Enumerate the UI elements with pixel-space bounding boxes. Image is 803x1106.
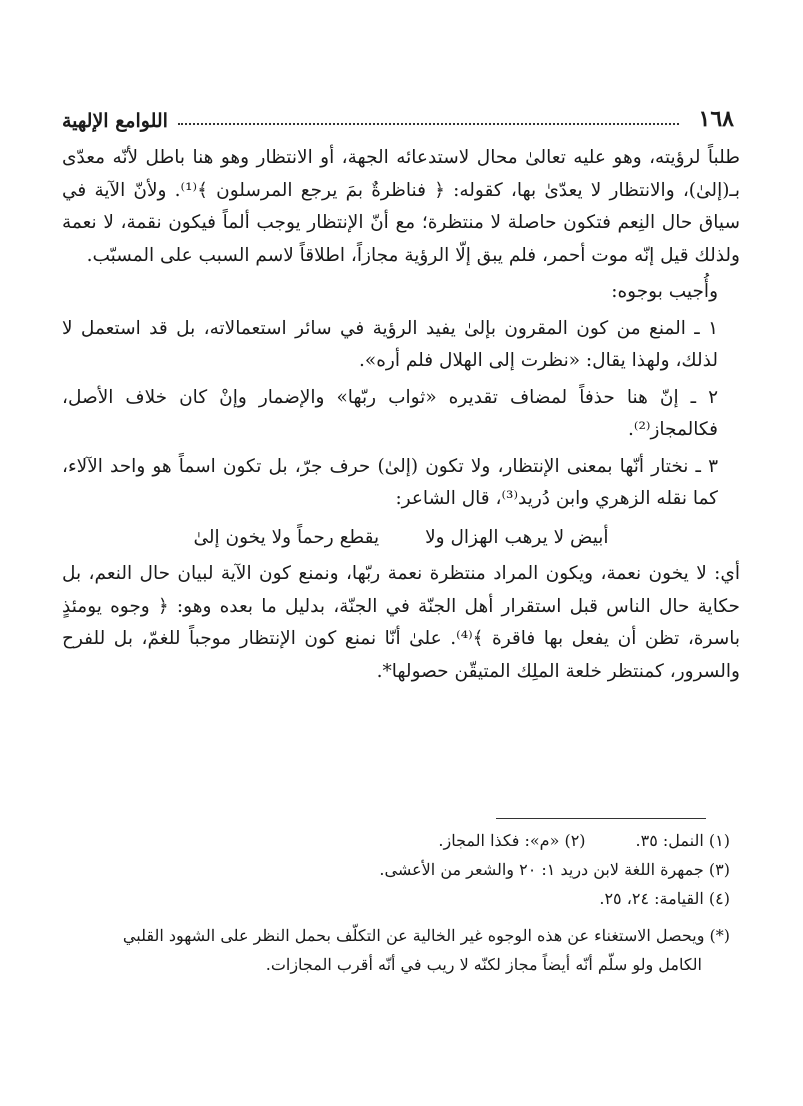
verse-first-hemistich: أبيض لا يرهب الهزال ولا [425,526,609,548]
paragraph-5: ٣ ـ نختار أنّها بمعنى الإنتظار، ولا تكون (إلىٰ) حرف جرّ، بل تكون اسماً هو واحد الآلاء، كما نقله الزهري وابن دُريد⁽³⁾، قال الشاعر: [62,455,718,509]
poetry-verse [62,522,740,555]
footnote-2: (٢) «م»: فكذا المجاز. [438,831,586,850]
paragraph-4: ٢ ـ إنّ هنا حذفاً لمضاف تقديره «ثواب ربّها» والإضمار وإنْ كان خلاف الأصل، فكالمجاز⁽²⁾. [62,386,718,440]
footnote-4: (٤) القيامة: ٢٤، ٢٥. [599,889,730,908]
footnotes [62,826,730,979]
header-dotted-leader [178,123,679,125]
verse-second-hemistich: يقطع رحماً ولا يخون إلىٰ [193,526,380,548]
page-header [62,96,734,132]
paragraph-3: ١ ـ المنع من كون المقرون بإلىٰ يفيد الرؤية في سائر استعمالاته، بل قد استعمل لا لذلك، ولهذا يقال: «نظرت إلى الهلال فلم أره». [62,317,718,371]
running-title: اللوامع الإلهية [62,110,168,132]
paragraph-1: طلباً لرؤيته، وهو عليه تعالىٰ محال لاستدعائه الجهة، أو الانتظار وهو هنا باطل لأنّه معدّى بـ(إلىٰ)، والانتظار لا يعدّىٰ بها، كقوله: ﴿ فناظرةٌ بمَ يرجع المرسلون ﴾⁽¹⁾. ولأنّ الآية في سياق حال النِعم فتكون حاصلة لا منتظرة؛ مع أنّ الإنتظار يوجب ألماً فيكون نقمة، لا نعمة ولذلك قيل إنّه موت أحمر، فلم يبق إلّا الرؤية مجازاً، اطلاقاً لاسم السبب على المسبّب. [62,147,740,266]
footnote-separator [496,818,706,819]
footnote-3: (٣) جمهرة اللغة لابن دريد ١: ٢٠ والشعر من الأعشى. [379,860,730,879]
paragraph-6: أي: لا يخون نعمة، ويكون المراد منتظرة نعمة ربّها، ونمنع كون الآية لبيان حال النعم، بل حكاية حال الناس قبل استقرار أهل الجنّة في الجنّة، بدليل ما بعده وهو: ﴿ وجوه يومئذٍ باسرة، تظن أن يفعل بها فاقرة ﴾⁽⁴⁾. علىٰ أنّا نمنع كون الإنتظار موجباً للغمّ، بل للفرح والسرور، كمنتظر خلعة الملِك المتيقّن حصولها*. [62,563,740,682]
author-note-continued: الكامل ولو سلّم أنّه أيضاً مجاز لكنّه لا ريب في أنّه أقرب المجازات. [265,955,702,974]
main-text [62,142,740,692]
paragraph-2: وأُجيب بوجوه: [611,281,718,302]
author-note: (*) ويحصل الاستغناء عن هذه الوجوه غير الخالية عن التكلّف بحمل النظر على الشهود القلبي [122,926,730,945]
footnote-1: (١) النمل: ٣٥. [635,831,730,850]
footnote-row-1 [62,826,730,855]
page-number: ١٦٨ [698,106,734,132]
